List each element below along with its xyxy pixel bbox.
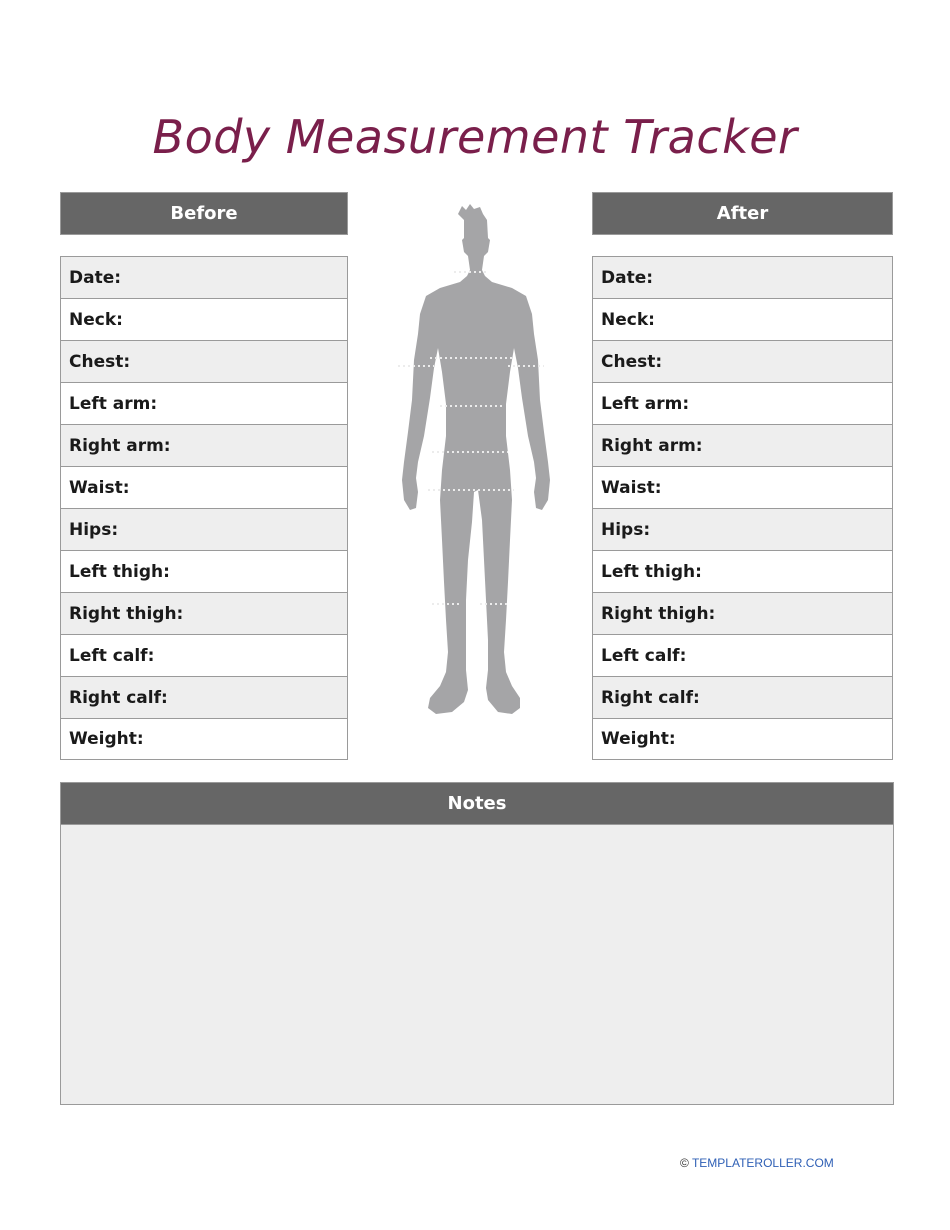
after-header: After bbox=[592, 192, 893, 235]
before-field-weight[interactable]: Weight: bbox=[61, 718, 347, 760]
after-field-left-arm[interactable]: Left arm: bbox=[593, 382, 892, 424]
after-field-left-thigh[interactable]: Left thigh: bbox=[593, 550, 892, 592]
footer-credit bbox=[680, 1156, 834, 1170]
after-field-chest[interactable]: Chest: bbox=[593, 340, 892, 382]
before-field-date[interactable]: Date: bbox=[61, 256, 347, 298]
notes-section bbox=[60, 782, 894, 1105]
footer-link[interactable]: TEMPLATEROLLER.COM bbox=[691, 1156, 834, 1170]
before-field-left-thigh[interactable]: Left thigh: bbox=[61, 550, 347, 592]
before-field-left-calf[interactable]: Left calf: bbox=[61, 634, 347, 676]
after-field-right-arm[interactable]: Right arm: bbox=[593, 424, 892, 466]
after-field-weight[interactable]: Weight: bbox=[593, 718, 892, 760]
notes-header: Notes bbox=[60, 782, 894, 825]
after-field-right-calf[interactable]: Right calf: bbox=[593, 676, 892, 718]
after-field-waist[interactable]: Waist: bbox=[593, 466, 892, 508]
page-title: Body Measurement Tracker bbox=[152, 110, 798, 164]
after-field-date[interactable]: Date: bbox=[593, 256, 892, 298]
before-field-neck[interactable]: Neck: bbox=[61, 298, 347, 340]
after-fields bbox=[592, 256, 893, 760]
before-field-left-arm[interactable]: Left arm: bbox=[61, 382, 347, 424]
after-field-hips[interactable]: Hips: bbox=[593, 508, 892, 550]
notes-area[interactable] bbox=[60, 825, 894, 1105]
after-field-right-thigh[interactable]: Right thigh: bbox=[593, 592, 892, 634]
before-column bbox=[60, 192, 348, 760]
after-column bbox=[592, 192, 893, 760]
before-field-right-calf[interactable]: Right calf: bbox=[61, 676, 347, 718]
before-field-hips[interactable]: Hips: bbox=[61, 508, 347, 550]
after-field-left-calf[interactable]: Left calf: bbox=[593, 634, 892, 676]
after-field-neck[interactable]: Neck: bbox=[593, 298, 892, 340]
body-silhouette-icon bbox=[388, 200, 554, 720]
copyright-symbol: © bbox=[680, 1156, 689, 1170]
before-field-right-thigh[interactable]: Right thigh: bbox=[61, 592, 347, 634]
before-fields bbox=[60, 256, 348, 760]
before-field-chest[interactable]: Chest: bbox=[61, 340, 347, 382]
before-field-right-arm[interactable]: Right arm: bbox=[61, 424, 347, 466]
before-header: Before bbox=[60, 192, 348, 235]
before-field-waist[interactable]: Waist: bbox=[61, 466, 347, 508]
